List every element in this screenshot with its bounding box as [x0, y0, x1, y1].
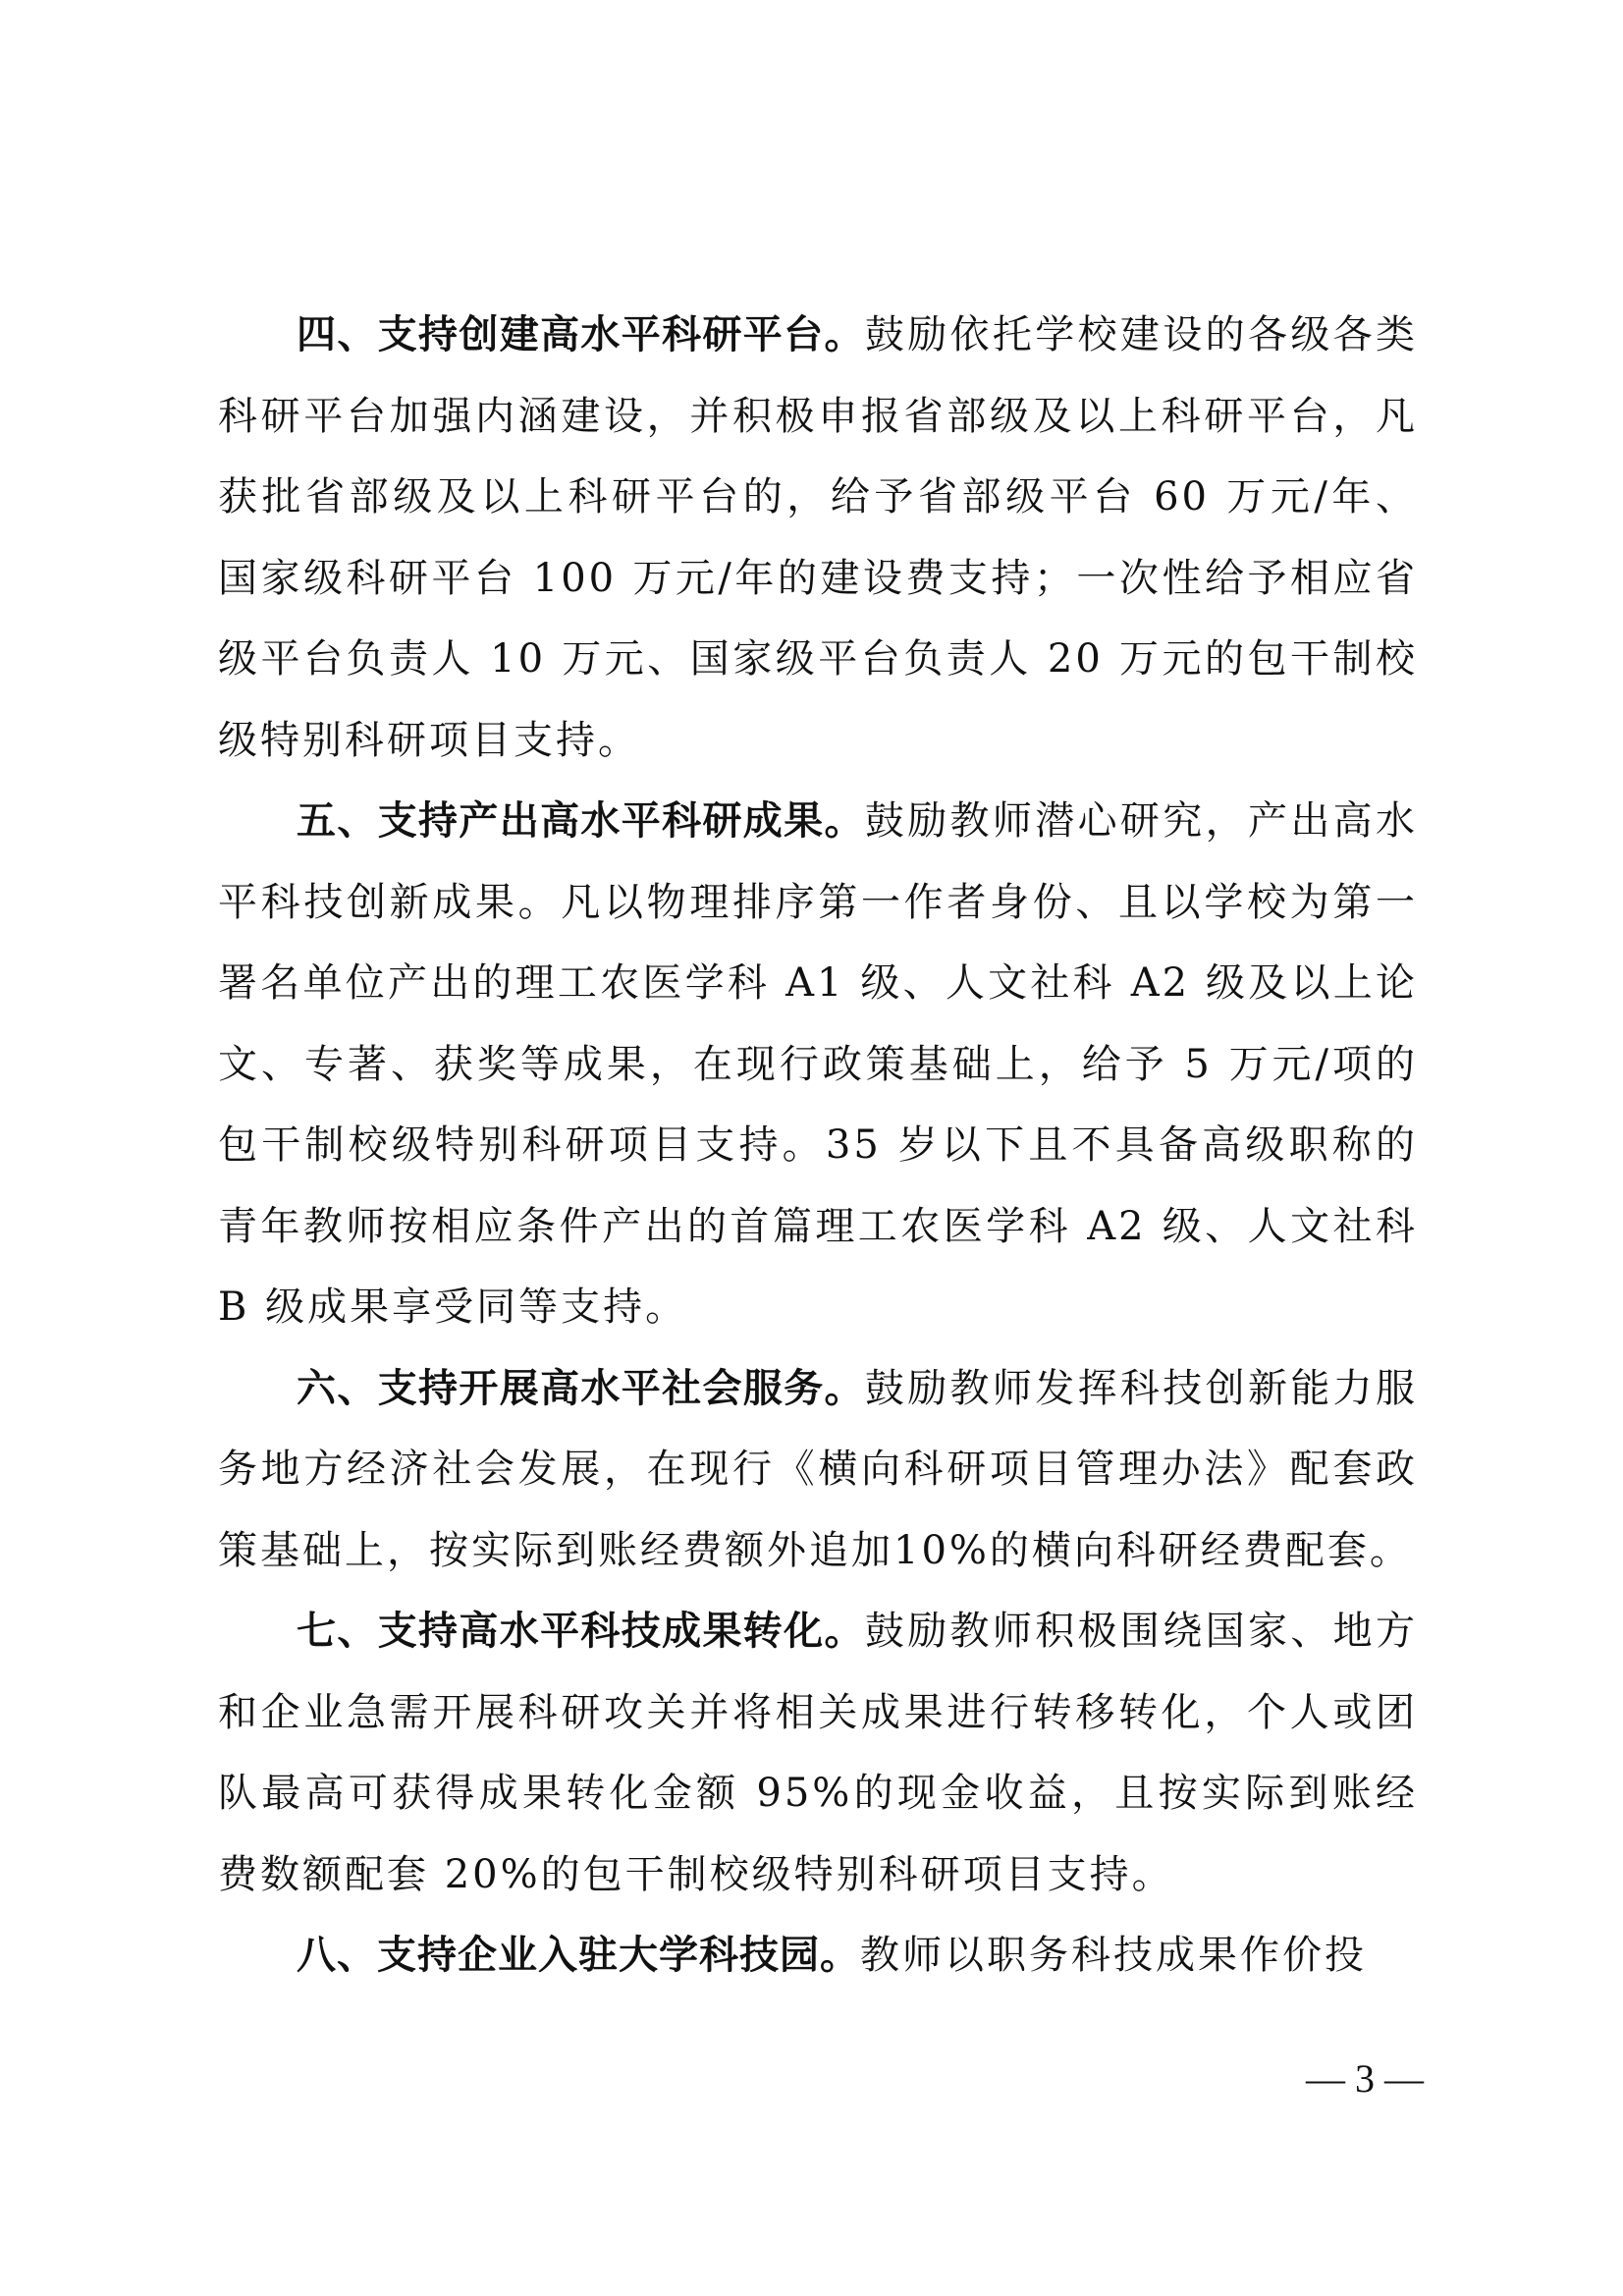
- paragraph-5-heading: 五、支持产出高水平科研成果。: [297, 798, 865, 844]
- paragraph-8: [218, 1915, 1418, 1996]
- paragraph-6-heading: 六、支持开展高水平社会服务。: [297, 1365, 865, 1411]
- paragraph-7-body: 鼓励教师积极围绕国家、地方和企业急需开展科研攻关并将相关成果进行转移转化，个人或团队最高可获得成果转化金额 95%的现金收益，且按实际到账经费数额配套 20%的包干制校级特别科研项目支持。: [218, 1609, 1419, 1897]
- paragraph-8-heading: 八、支持企业入驻大学科技园。: [297, 1933, 860, 1978]
- paragraph-4-heading: 四、支持创建高水平科研平台。: [297, 312, 865, 357]
- paragraph-6: [218, 1348, 1418, 1592]
- paragraph-6-body: 鼓励教师发挥科技创新能力服务地方经济社会发展，在现行《横向科研项目管理办法》配套政策基础上，按实际到账经费额外追加10%的横向科研经费配套。: [218, 1365, 1419, 1573]
- paragraph-5-body: 鼓励教师潜心研究，产出高水平科技创新成果。凡以物理排序第一作者身份、且以学校为第一署名单位产出的理工农医学科 A1 级、人文社科 A2 级及以上论文、专著、获奖等成果，在现行政策基础上，给予 5 万元/项的包干制校级特别科研项目支持。35 岁以下且不具备高级职称的青年教师按相应条件产出的首篇理工农医学科 A2 级、人文社科 B 级成果享受同等支持。: [218, 798, 1419, 1330]
- document-body: [218, 295, 1418, 1996]
- paragraph-4-body: 鼓励依托学校建设的各级各类科研平台加强内涵建设，并积极申报省部级及以上科研平台，凡获批省部级及以上科研平台的，给予省部级平台 60 万元/年、国家级科研平台 100 万元/年的建设费支持；一次性给予相应省级平台负责人 10 万元、国家级平台负责人 20 万元的包干制校级特别科研项目支持。: [218, 312, 1419, 763]
- paragraph-7-heading: 七、支持高水平科技成果转化。: [297, 1609, 865, 1654]
- paragraph-4: [218, 295, 1418, 781]
- page-number: — 3 —: [1306, 2056, 1424, 2101]
- paragraph-5: [218, 781, 1418, 1348]
- paragraph-8-body: 教师以职务科技成果作价投: [860, 1933, 1367, 1978]
- paragraph-7: [218, 1591, 1418, 1915]
